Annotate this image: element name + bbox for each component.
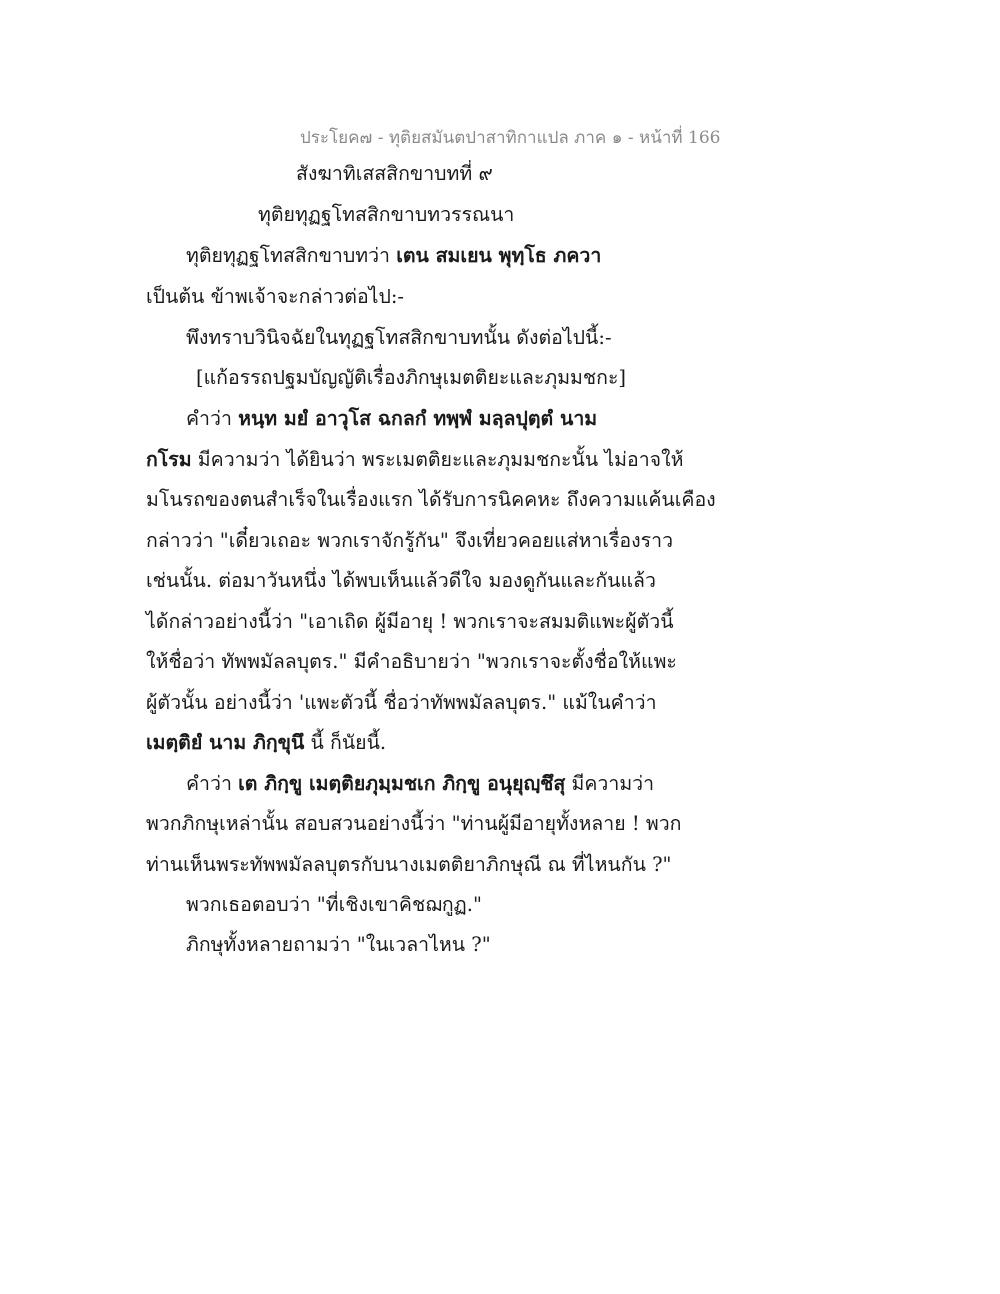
paragraph-4-line-3: ท่านเห็นพระทัพพมัลลบุตรกับนางเมตติยาภิกษุณี ณ ที่ไหนกัน ?" — [146, 853, 672, 876]
paragraph-6: ภิกษุทั้งหลายถามว่า "ในเวลาไหน ?" — [186, 933, 491, 956]
subsection-title: ทุติยทุฏฐโทสสิกขาบทวรรณนา — [258, 203, 515, 226]
text-span: คำว่า — [186, 772, 239, 795]
paragraph-1-line-1 — [186, 242, 601, 270]
pali-phrase: เมตฺติยํ นาม ภิกฺขุนึ — [146, 731, 305, 754]
text-span: มีความว่า ได้ยินว่า พระเมตติยะและภุมมชกะนั้น ไม่อาจให้ — [191, 448, 684, 471]
pali-phrase: กโรม — [146, 448, 192, 471]
paragraph-3-line-4: กล่าวว่า "เดี๋ยวเถอะ พวกเราจักรู้กัน" จึงเที่ยวคอยแส่หาเรื่องราว — [146, 529, 674, 552]
paragraph-2: พึงทราบวินิจฉัยในทุฏฐโทสสิกขาบทนั้น ดังต่อไปนี้:- — [186, 326, 612, 349]
paragraph-3-line-2 — [146, 446, 683, 474]
paragraph-1-line-2: เป็นต้น ข้าพเจ้าจะกล่าวต่อไป:- — [146, 285, 405, 308]
section-title: สังฆาทิเสสสิกขาบทที่ ๙ — [296, 162, 493, 185]
paragraph-4-line-1 — [186, 770, 654, 798]
paragraph-4-line-2: พวกภิกษุเหล่านั้น สอบสวนอย่างนี้ว่า "ท่านผู้มีอายุทั้งหลาย ! พวก — [146, 812, 682, 835]
text-span: คำว่า — [186, 407, 239, 430]
pali-phrase: เตน สมเยน พุทฺโธ ภควา — [396, 244, 602, 267]
running-header: ประโยค๗ - ทุติยสมันตปาสาทิกาแปล ภาค ๑ - หน้าที่ 166 — [300, 128, 721, 148]
pali-phrase: หนฺท มยํ อาวุโส ฉกลกํ ทพฺพํ มลฺลปุตฺตํ นาม — [238, 407, 598, 430]
text-span: ทุติยทุฏฐโทสสิกขาบทว่า — [186, 244, 397, 267]
paragraph-3-line-8: ผู้ตัวนั้น อย่างนี้ว่า 'แพะตัวนี้ ชื่อว่าทัพพมัลลบุตร." แม้ในคำว่า — [146, 691, 657, 714]
paragraph-3-line-1 — [186, 405, 597, 433]
pali-phrase: เต ภิกฺขู เมตฺติยภุมฺมชเก ภิกฺขู อนุยุญฺชึสุ — [238, 772, 566, 795]
paragraph-5: พวกเธอตอบว่า "ที่เชิงเขาคิชฌกูฏ." — [186, 893, 482, 916]
paragraph-3-line-7: ให้ชื่อว่า ทัพพมัลลบุตร." มีคำอธิบายว่า "พวกเราจะตั้งชื่อให้แพะ — [146, 650, 677, 673]
bracket-heading: [แก้อรรถปฐมบัญญัติเรื่องภิกษุเมตติยะและภุมมชกะ] — [196, 366, 627, 389]
paragraph-3-line-9 — [146, 729, 386, 757]
paragraph-3-line-5: เช่นนั้น. ต่อมาวันหนึ่ง ได้พบเห็นแล้วดีใจ มองดูกันและกันแล้ว — [146, 569, 656, 592]
paragraph-3-line-6: ได้กล่าวอย่างนี้ว่า "เอาเถิด ผู้มีอายุ ! พวกเราจะสมมติแพะผู้ตัวนี้ — [146, 610, 674, 633]
text-span: มีความว่า — [565, 772, 655, 795]
paragraph-3-line-3: มโนรถของตนสำเร็จในเรื่องแรก ได้รับการนิคคหะ ถึงความแค้นเคือง — [146, 488, 716, 511]
text-span: นี้ ก็นัยนี้. — [304, 731, 387, 754]
